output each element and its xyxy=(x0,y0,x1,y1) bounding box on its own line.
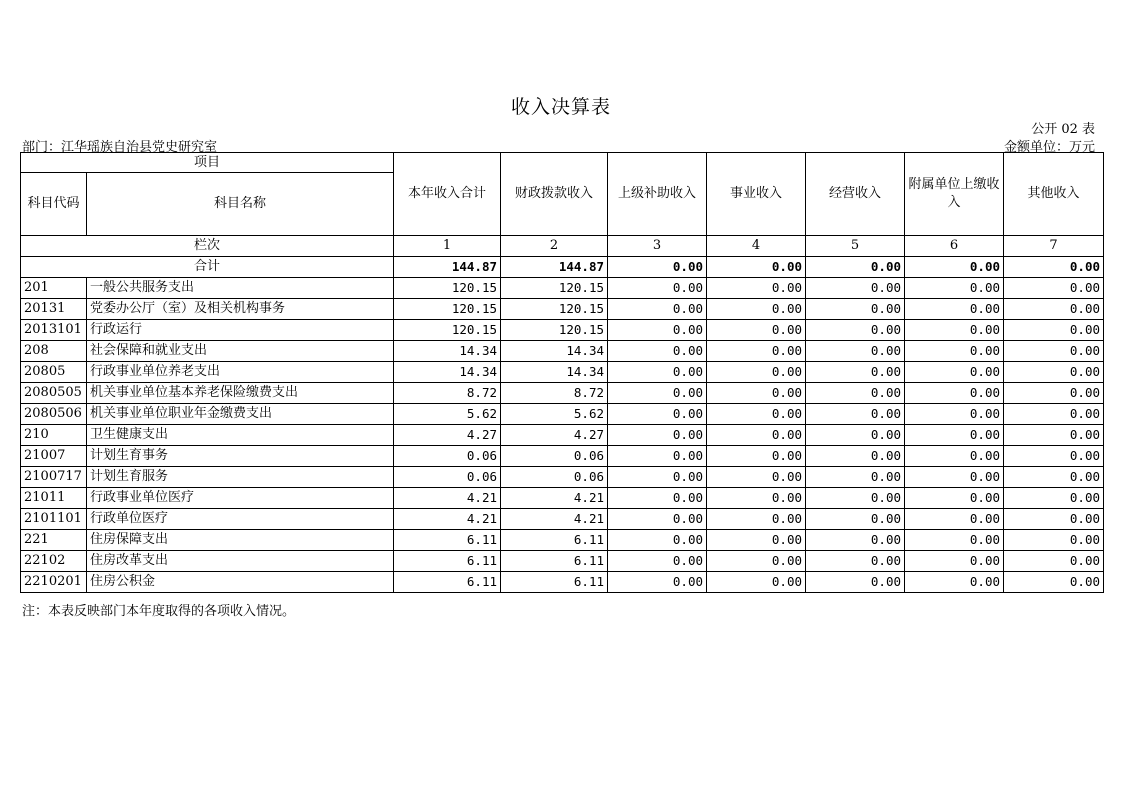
table-row xyxy=(21,530,1104,551)
row-value: 0.00 xyxy=(608,530,707,551)
table-row xyxy=(21,278,1104,299)
row-value: 0.00 xyxy=(608,572,707,593)
row-value: 0.00 xyxy=(1004,467,1104,488)
row-value: 0.00 xyxy=(806,551,905,572)
row-value: 0.00 xyxy=(905,278,1004,299)
row-value: 14.34 xyxy=(501,362,608,383)
row-value: 0.00 xyxy=(1004,299,1104,320)
row-value: 120.15 xyxy=(394,299,501,320)
row-value: 120.15 xyxy=(501,299,608,320)
header-col6: 附属单位上缴收入 xyxy=(905,153,1004,236)
col-index: 5 xyxy=(806,236,905,257)
row-code: 2210201 xyxy=(21,572,87,593)
header-col5: 经营收入 xyxy=(806,153,905,236)
row-value: 8.72 xyxy=(501,383,608,404)
row-value: 0.00 xyxy=(905,299,1004,320)
total-cell: 0.00 xyxy=(905,257,1004,278)
table-row xyxy=(21,320,1104,341)
row-name: 计划生育事务 xyxy=(87,446,394,467)
row-code: 2101101 xyxy=(21,509,87,530)
row-value: 0.00 xyxy=(608,467,707,488)
row-value: 4.21 xyxy=(501,509,608,530)
row-value: 8.72 xyxy=(394,383,501,404)
row-value: 0.00 xyxy=(608,362,707,383)
row-value: 0.06 xyxy=(501,467,608,488)
table-row xyxy=(21,551,1104,572)
total-cell: 144.87 xyxy=(394,257,501,278)
table-row xyxy=(21,488,1104,509)
row-name: 社会保障和就业支出 xyxy=(87,341,394,362)
row-value: 0.00 xyxy=(905,551,1004,572)
row-value: 0.00 xyxy=(905,383,1004,404)
row-value: 0.00 xyxy=(707,320,806,341)
row-name: 行政运行 xyxy=(87,320,394,341)
row-value: 0.00 xyxy=(707,362,806,383)
row-code: 210 xyxy=(21,425,87,446)
row-value: 0.00 xyxy=(707,467,806,488)
row-value: 0.00 xyxy=(707,404,806,425)
total-cell: 0.00 xyxy=(1004,257,1104,278)
row-value: 0.00 xyxy=(707,299,806,320)
table-row xyxy=(21,299,1104,320)
row-value: 6.11 xyxy=(501,530,608,551)
row-name: 住房保障支出 xyxy=(87,530,394,551)
header-col2: 财政拨款收入 xyxy=(501,153,608,236)
row-value: 0.06 xyxy=(394,446,501,467)
row-value: 0.00 xyxy=(608,509,707,530)
row-name: 住房公积金 xyxy=(87,572,394,593)
total-row xyxy=(21,257,1104,278)
total-label: 合计 xyxy=(21,257,394,278)
col-index: 6 xyxy=(905,236,1004,257)
total-cell: 0.00 xyxy=(707,257,806,278)
row-value: 0.06 xyxy=(501,446,608,467)
row-value: 0.00 xyxy=(608,278,707,299)
col-index: 7 xyxy=(1004,236,1104,257)
row-value: 0.00 xyxy=(707,509,806,530)
row-value: 0.00 xyxy=(1004,446,1104,467)
row-value: 6.11 xyxy=(501,572,608,593)
row-code: 2080505 xyxy=(21,383,87,404)
table-row xyxy=(21,341,1104,362)
row-value: 0.00 xyxy=(1004,530,1104,551)
row-value: 0.00 xyxy=(905,572,1004,593)
row-value: 0.00 xyxy=(806,488,905,509)
page-title: 收入决算表 xyxy=(510,96,611,118)
row-name: 计划生育服务 xyxy=(87,467,394,488)
header-code: 科目代码 xyxy=(21,173,87,236)
row-value: 6.11 xyxy=(501,551,608,572)
row-value: 0.00 xyxy=(608,383,707,404)
total-cell: 0.00 xyxy=(608,257,707,278)
row-value: 14.34 xyxy=(394,341,501,362)
row-value: 6.11 xyxy=(394,551,501,572)
row-value: 4.21 xyxy=(501,488,608,509)
row-code: 208 xyxy=(21,341,87,362)
row-value: 0.00 xyxy=(1004,341,1104,362)
row-value: 0.00 xyxy=(905,467,1004,488)
row-value: 14.34 xyxy=(501,341,608,362)
table-row xyxy=(21,446,1104,467)
table-row xyxy=(21,362,1104,383)
row-value: 0.00 xyxy=(1004,425,1104,446)
row-name: 机关事业单位基本养老保险缴费支出 xyxy=(87,383,394,404)
row-value: 0.00 xyxy=(707,530,806,551)
header-project: 项目 xyxy=(21,153,394,173)
row-value: 0.00 xyxy=(608,404,707,425)
row-value: 0.00 xyxy=(608,446,707,467)
row-value: 120.15 xyxy=(501,278,608,299)
table-row xyxy=(21,509,1104,530)
row-value: 0.00 xyxy=(806,362,905,383)
header-col7: 其他收入 xyxy=(1004,153,1104,236)
header-name: 科目名称 xyxy=(87,173,394,236)
row-value: 0.00 xyxy=(905,530,1004,551)
row-value: 0.00 xyxy=(806,467,905,488)
row-name: 机关事业单位职业年金缴费支出 xyxy=(87,404,394,425)
row-code: 22102 xyxy=(21,551,87,572)
row-code: 2080506 xyxy=(21,404,87,425)
row-value: 6.11 xyxy=(394,530,501,551)
row-value: 4.21 xyxy=(394,509,501,530)
row-value: 0.00 xyxy=(806,446,905,467)
row-value: 0.00 xyxy=(1004,551,1104,572)
row-value: 0.00 xyxy=(905,509,1004,530)
row-value: 0.00 xyxy=(806,341,905,362)
department-label: 部门：江华瑶族自治县党史研究室 xyxy=(22,140,218,155)
col-index: 2 xyxy=(501,236,608,257)
row-code: 201 xyxy=(21,278,87,299)
row-value: 0.00 xyxy=(806,425,905,446)
row-value: 0.00 xyxy=(707,341,806,362)
income-table xyxy=(20,152,1104,593)
row-value: 14.34 xyxy=(394,362,501,383)
amount-unit-label: 金额单位：万元 xyxy=(1003,140,1095,155)
row-name: 行政单位医疗 xyxy=(87,509,394,530)
row-value: 0.00 xyxy=(1004,509,1104,530)
row-code: 21007 xyxy=(21,446,87,467)
header-col1: 本年收入合计 xyxy=(394,153,501,236)
row-value: 0.00 xyxy=(806,383,905,404)
row-value: 0.00 xyxy=(707,488,806,509)
row-value: 0.00 xyxy=(707,446,806,467)
row-value: 0.00 xyxy=(707,551,806,572)
col-index: 1 xyxy=(394,236,501,257)
row-value: 0.00 xyxy=(608,299,707,320)
row-value: 0.00 xyxy=(608,341,707,362)
row-value: 0.06 xyxy=(394,467,501,488)
row-name: 行政事业单位医疗 xyxy=(87,488,394,509)
row-value: 0.00 xyxy=(1004,320,1104,341)
row-value: 0.00 xyxy=(1004,362,1104,383)
row-value: 0.00 xyxy=(806,404,905,425)
row-value: 0.00 xyxy=(806,320,905,341)
table-row xyxy=(21,425,1104,446)
row-code: 21011 xyxy=(21,488,87,509)
table-row xyxy=(21,467,1104,488)
row-value: 0.00 xyxy=(707,278,806,299)
header-col3: 上级补助收入 xyxy=(608,153,707,236)
header-col4: 事业收入 xyxy=(707,153,806,236)
row-value: 0.00 xyxy=(905,341,1004,362)
row-value: 5.62 xyxy=(394,404,501,425)
row-value: 0.00 xyxy=(806,509,905,530)
table-row xyxy=(21,404,1104,425)
row-code: 221 xyxy=(21,530,87,551)
row-value: 120.15 xyxy=(501,320,608,341)
col-index: 3 xyxy=(608,236,707,257)
row-value: 0.00 xyxy=(608,488,707,509)
row-value: 0.00 xyxy=(1004,572,1104,593)
table-note: 注：本表反映部门本年度取得的各项收入情况。 xyxy=(22,604,296,619)
row-value: 0.00 xyxy=(707,425,806,446)
row-name: 党委办公厅（室）及相关机构事务 xyxy=(87,299,394,320)
row-code: 20131 xyxy=(21,299,87,320)
row-name: 住房改革支出 xyxy=(87,551,394,572)
row-value: 0.00 xyxy=(608,320,707,341)
row-value: 0.00 xyxy=(608,551,707,572)
row-value: 0.00 xyxy=(806,299,905,320)
col-index: 4 xyxy=(707,236,806,257)
row-value: 0.00 xyxy=(806,278,905,299)
row-code: 20805 xyxy=(21,362,87,383)
row-value: 120.15 xyxy=(394,320,501,341)
row-value: 0.00 xyxy=(905,446,1004,467)
header-lanci: 栏次 xyxy=(21,236,394,257)
row-value: 0.00 xyxy=(905,488,1004,509)
row-value: 0.00 xyxy=(608,425,707,446)
row-value: 0.00 xyxy=(905,362,1004,383)
row-value: 0.00 xyxy=(1004,383,1104,404)
row-value: 4.27 xyxy=(394,425,501,446)
row-value: 120.15 xyxy=(394,278,501,299)
row-value: 0.00 xyxy=(1004,278,1104,299)
row-value: 0.00 xyxy=(905,404,1004,425)
row-value: 0.00 xyxy=(905,320,1004,341)
row-name: 卫生健康支出 xyxy=(87,425,394,446)
row-value: 0.00 xyxy=(1004,404,1104,425)
form-number: 公开 02 表 xyxy=(1031,122,1095,137)
row-value: 4.27 xyxy=(501,425,608,446)
total-cell: 144.87 xyxy=(501,257,608,278)
row-value: 5.62 xyxy=(501,404,608,425)
row-value: 0.00 xyxy=(1004,488,1104,509)
row-value: 0.00 xyxy=(905,425,1004,446)
row-code: 2013101 xyxy=(21,320,87,341)
table-row xyxy=(21,572,1104,593)
total-cell: 0.00 xyxy=(806,257,905,278)
row-name: 一般公共服务支出 xyxy=(87,278,394,299)
row-value: 6.11 xyxy=(394,572,501,593)
row-name: 行政事业单位养老支出 xyxy=(87,362,394,383)
row-value: 0.00 xyxy=(806,572,905,593)
row-value: 4.21 xyxy=(394,488,501,509)
row-value: 0.00 xyxy=(806,530,905,551)
row-value: 0.00 xyxy=(707,572,806,593)
row-value: 0.00 xyxy=(707,383,806,404)
table-row xyxy=(21,383,1104,404)
row-code: 2100717 xyxy=(21,467,87,488)
